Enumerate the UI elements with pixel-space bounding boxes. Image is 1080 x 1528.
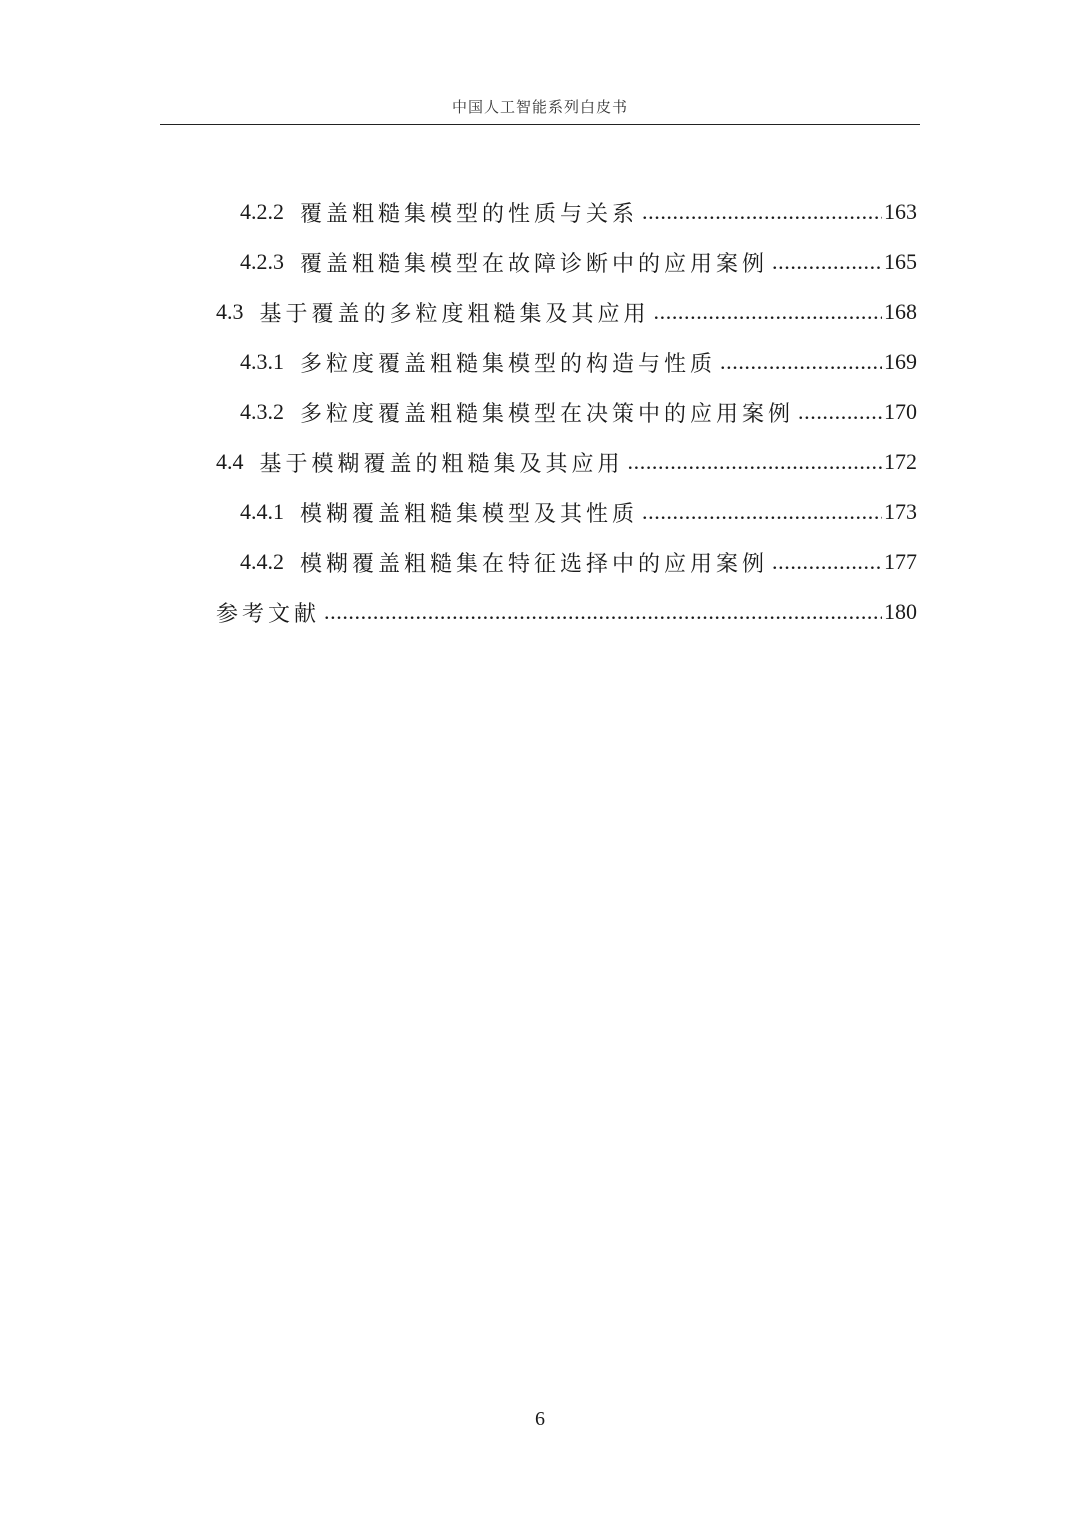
toc-entry[interactable] (216, 287, 917, 337)
toc-dot-leader (720, 351, 882, 373)
toc-dot-leader (628, 451, 882, 473)
toc-entry-title: 模糊覆盖粗糙集在特征选择中的应用案例 (300, 550, 769, 576)
toc-entry-number: 4.4 (216, 449, 244, 474)
toc-entry[interactable] (240, 487, 917, 537)
toc-entry[interactable] (240, 237, 917, 287)
toc-entry-title: 多粒度覆盖粗糙集模型的构造与性质 (300, 350, 717, 376)
toc-entry-number: 4.4.2 (240, 549, 284, 574)
toc-dot-leader (772, 551, 882, 573)
toc-entry-title: 覆盖粗糙集模型的性质与关系 (300, 200, 639, 226)
toc-entry[interactable] (240, 537, 917, 587)
toc-entry-number: 4.4.1 (240, 499, 284, 524)
toc-entry-number: 4.2.2 (240, 199, 284, 224)
toc-entry[interactable] (216, 437, 917, 487)
toc-entry-title: 多粒度覆盖粗糙集模型在决策中的应用案例 (300, 400, 795, 426)
toc-entry-title: 模糊覆盖粗糙集模型及其性质 (300, 500, 639, 526)
toc-entry-number: 4.3 (216, 299, 244, 324)
toc-entry-number: 4.2.3 (240, 249, 284, 274)
toc-dot-leader (324, 601, 882, 623)
header-rule (160, 124, 920, 125)
toc-entry-page: 170 (884, 399, 917, 424)
toc-entry-page: 163 (884, 199, 917, 224)
toc-entry-page: 177 (884, 549, 917, 574)
page-number: 6 (535, 1408, 545, 1430)
toc-entry[interactable] (240, 387, 917, 437)
toc-dot-leader (642, 501, 882, 523)
toc-dot-leader (654, 301, 882, 323)
toc-entry-title: 基于覆盖的多粒度粗糙集及其应用 (259, 300, 650, 326)
toc-entry-page: 168 (884, 299, 917, 324)
toc-entry-title: 覆盖粗糙集模型在故障诊断中的应用案例 (300, 250, 769, 276)
toc-entry-title: 参考文献 (216, 600, 321, 626)
toc-entry-references[interactable] (216, 587, 917, 637)
toc-entry-page: 172 (884, 449, 917, 474)
running-header: 中国人工智能系列白皮书 (451, 100, 628, 116)
toc-dot-leader (642, 201, 882, 223)
toc-entry-page: 180 (884, 599, 917, 624)
toc-dot-leader (772, 251, 882, 273)
toc-entry[interactable] (240, 187, 917, 237)
toc-entry[interactable] (240, 337, 917, 387)
toc-entry-number: 4.3.1 (240, 349, 284, 374)
toc-dot-leader (798, 401, 882, 423)
toc-entry-page: 173 (884, 499, 917, 524)
toc-entry-page: 169 (884, 349, 917, 374)
toc-entry-page: 165 (884, 249, 917, 274)
toc-entry-title: 基于模糊覆盖的粗糙集及其应用 (259, 450, 624, 476)
toc-entry-number: 4.3.2 (240, 399, 284, 424)
